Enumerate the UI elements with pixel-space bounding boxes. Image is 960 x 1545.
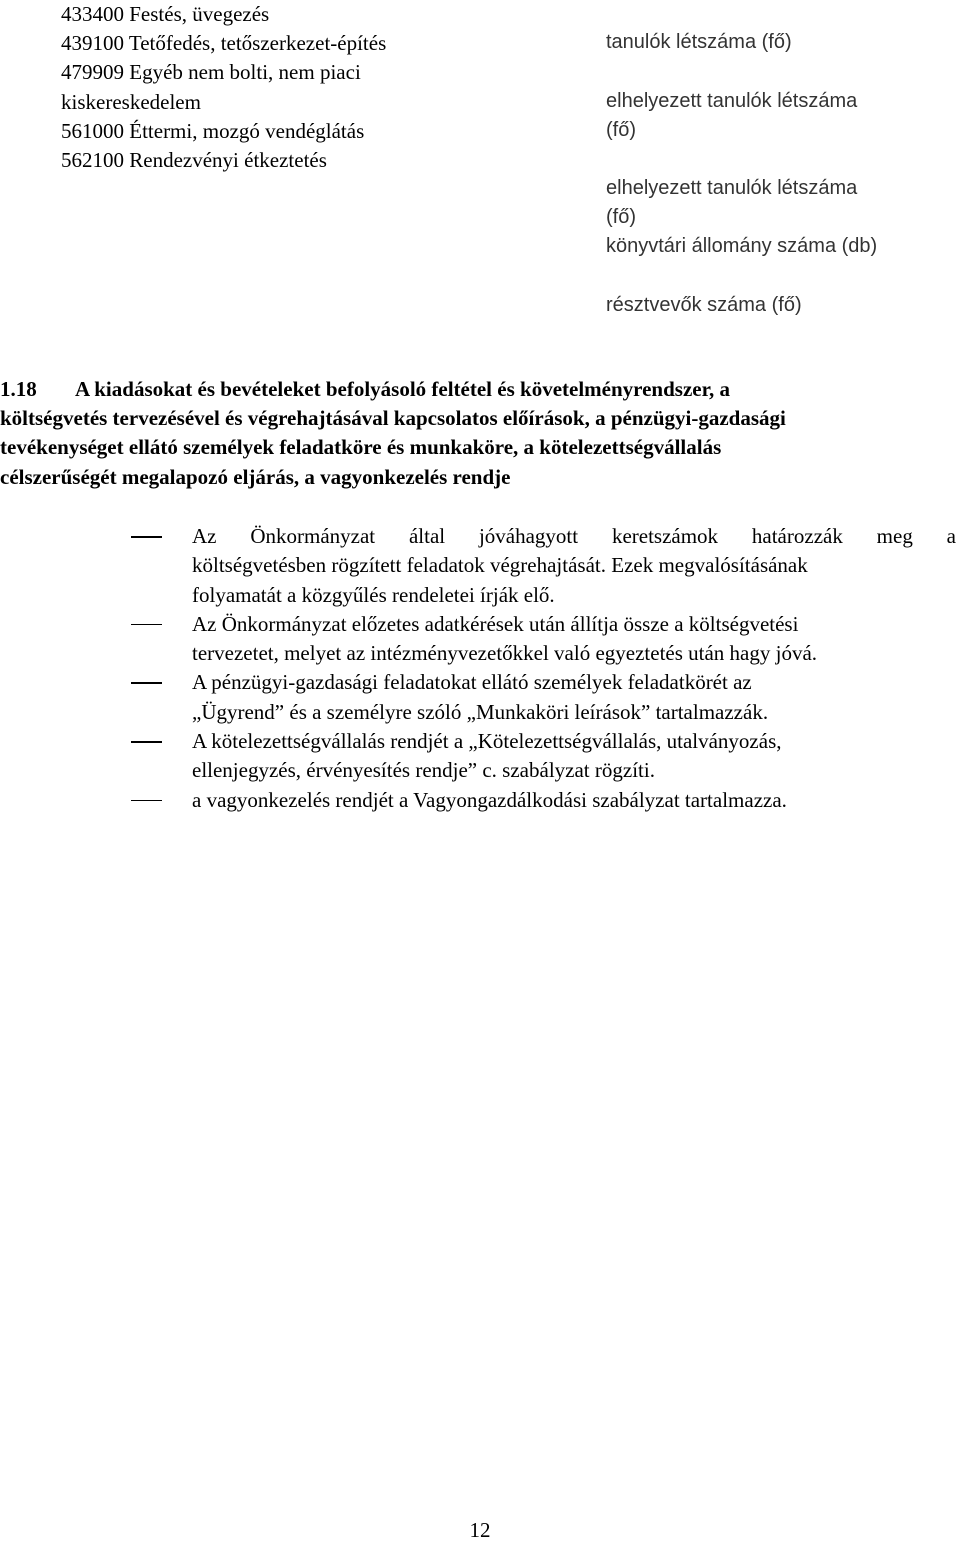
dash-bullet-icon bbox=[131, 624, 162, 626]
bullet-list bbox=[0, 522, 960, 815]
list-item-line: A kötelezettségvállalás rendjét a „Kötelezettségvállalás, utalványozás, bbox=[192, 729, 782, 754]
list-item-line: „Ügyrend” és a személyre szóló „Munkaköri leírások” tartalmazzák. bbox=[192, 699, 769, 724]
activity-line: 479909 Egyéb nem bolti, nem piaci bbox=[61, 60, 361, 85]
section-title-line: költségvetés tervezésével és végrehajtásával kapcsolatos előírások, a pénzügyi-gazdasági bbox=[0, 406, 786, 431]
dash-bullet-icon bbox=[131, 741, 162, 743]
indicator-line: elhelyezett tanulók létszáma bbox=[606, 177, 858, 199]
page-number: 12 bbox=[469, 1518, 491, 1542]
list-item bbox=[0, 727, 956, 786]
dash-bullet-icon bbox=[131, 682, 162, 684]
section-heading bbox=[0, 375, 955, 492]
indicator-line: (fő) bbox=[606, 119, 636, 141]
list-item bbox=[0, 522, 956, 610]
list-item-line: folyamatát a közgyűlés rendeletei írják elő. bbox=[192, 582, 555, 607]
list-item bbox=[0, 610, 956, 669]
section-title-line: A kiadásokat és bevételeket befolyásoló feltétel és követelményrendszer, a bbox=[75, 377, 730, 401]
list-item-line: költségvetésben rögzített feladatok végrehajtását. Ezek megvalósításának bbox=[192, 553, 808, 578]
indicator-line: tanulók létszáma (fő) bbox=[606, 31, 792, 53]
activity-line: 562100 Rendezvényi étkeztetés bbox=[61, 148, 327, 173]
indicator-line: résztvevők száma (fő) bbox=[606, 294, 802, 316]
list-item-line: Az Önkormányzat által jóváhagyott keretszámok határozzák meg a bbox=[192, 524, 956, 548]
list-item-line: ellenjegyzés, érvényesítés rendje” c. szabályzat rögzíti. bbox=[192, 758, 655, 783]
list-item-line: Az Önkormányzat előzetes adatkérések után állítja össze a költségvetési bbox=[192, 611, 799, 636]
indicator-line: elhelyezett tanulók létszáma bbox=[606, 90, 858, 112]
list-item-line: A pénzügyi-gazdasági feladatokat ellátó személyek feladatkörét az bbox=[192, 670, 752, 695]
indicator-line: (fő) bbox=[606, 206, 636, 228]
activity-line: 561000 Éttermi, mozgó vendéglátás bbox=[61, 118, 365, 143]
indicator-line: könyvtári állomány száma (db) bbox=[606, 235, 878, 257]
list-item bbox=[0, 668, 956, 727]
list-item-line: tervezetet, melyet az intézményvezetőkkel való egyeztetés után hagy jóvá. bbox=[192, 641, 818, 666]
dash-bullet-icon bbox=[131, 536, 162, 538]
activity-line: kiskereskedelem bbox=[61, 89, 201, 114]
dash-bullet-icon bbox=[131, 800, 162, 802]
activity-line: 433400 Festés, üvegezés bbox=[61, 2, 270, 26]
section-number: 1.18 bbox=[0, 377, 37, 401]
section-title-line: tevékenységet ellátó személyek feladatköre és munkaköre, a kötelezettségvállalás bbox=[0, 435, 722, 460]
list-item bbox=[0, 786, 956, 815]
activity-list bbox=[61, 0, 501, 175]
list-item-line: a vagyonkezelés rendjét a Vagyongazdálkodási szabályzat tartalmazza. bbox=[192, 787, 787, 812]
section-title-line: célszerűségét megalapozó eljárás, a vagyonkezelés rendje bbox=[0, 464, 511, 489]
activity-line: 439100 Tetőfedés, tetőszerkezet-építés bbox=[61, 31, 387, 56]
